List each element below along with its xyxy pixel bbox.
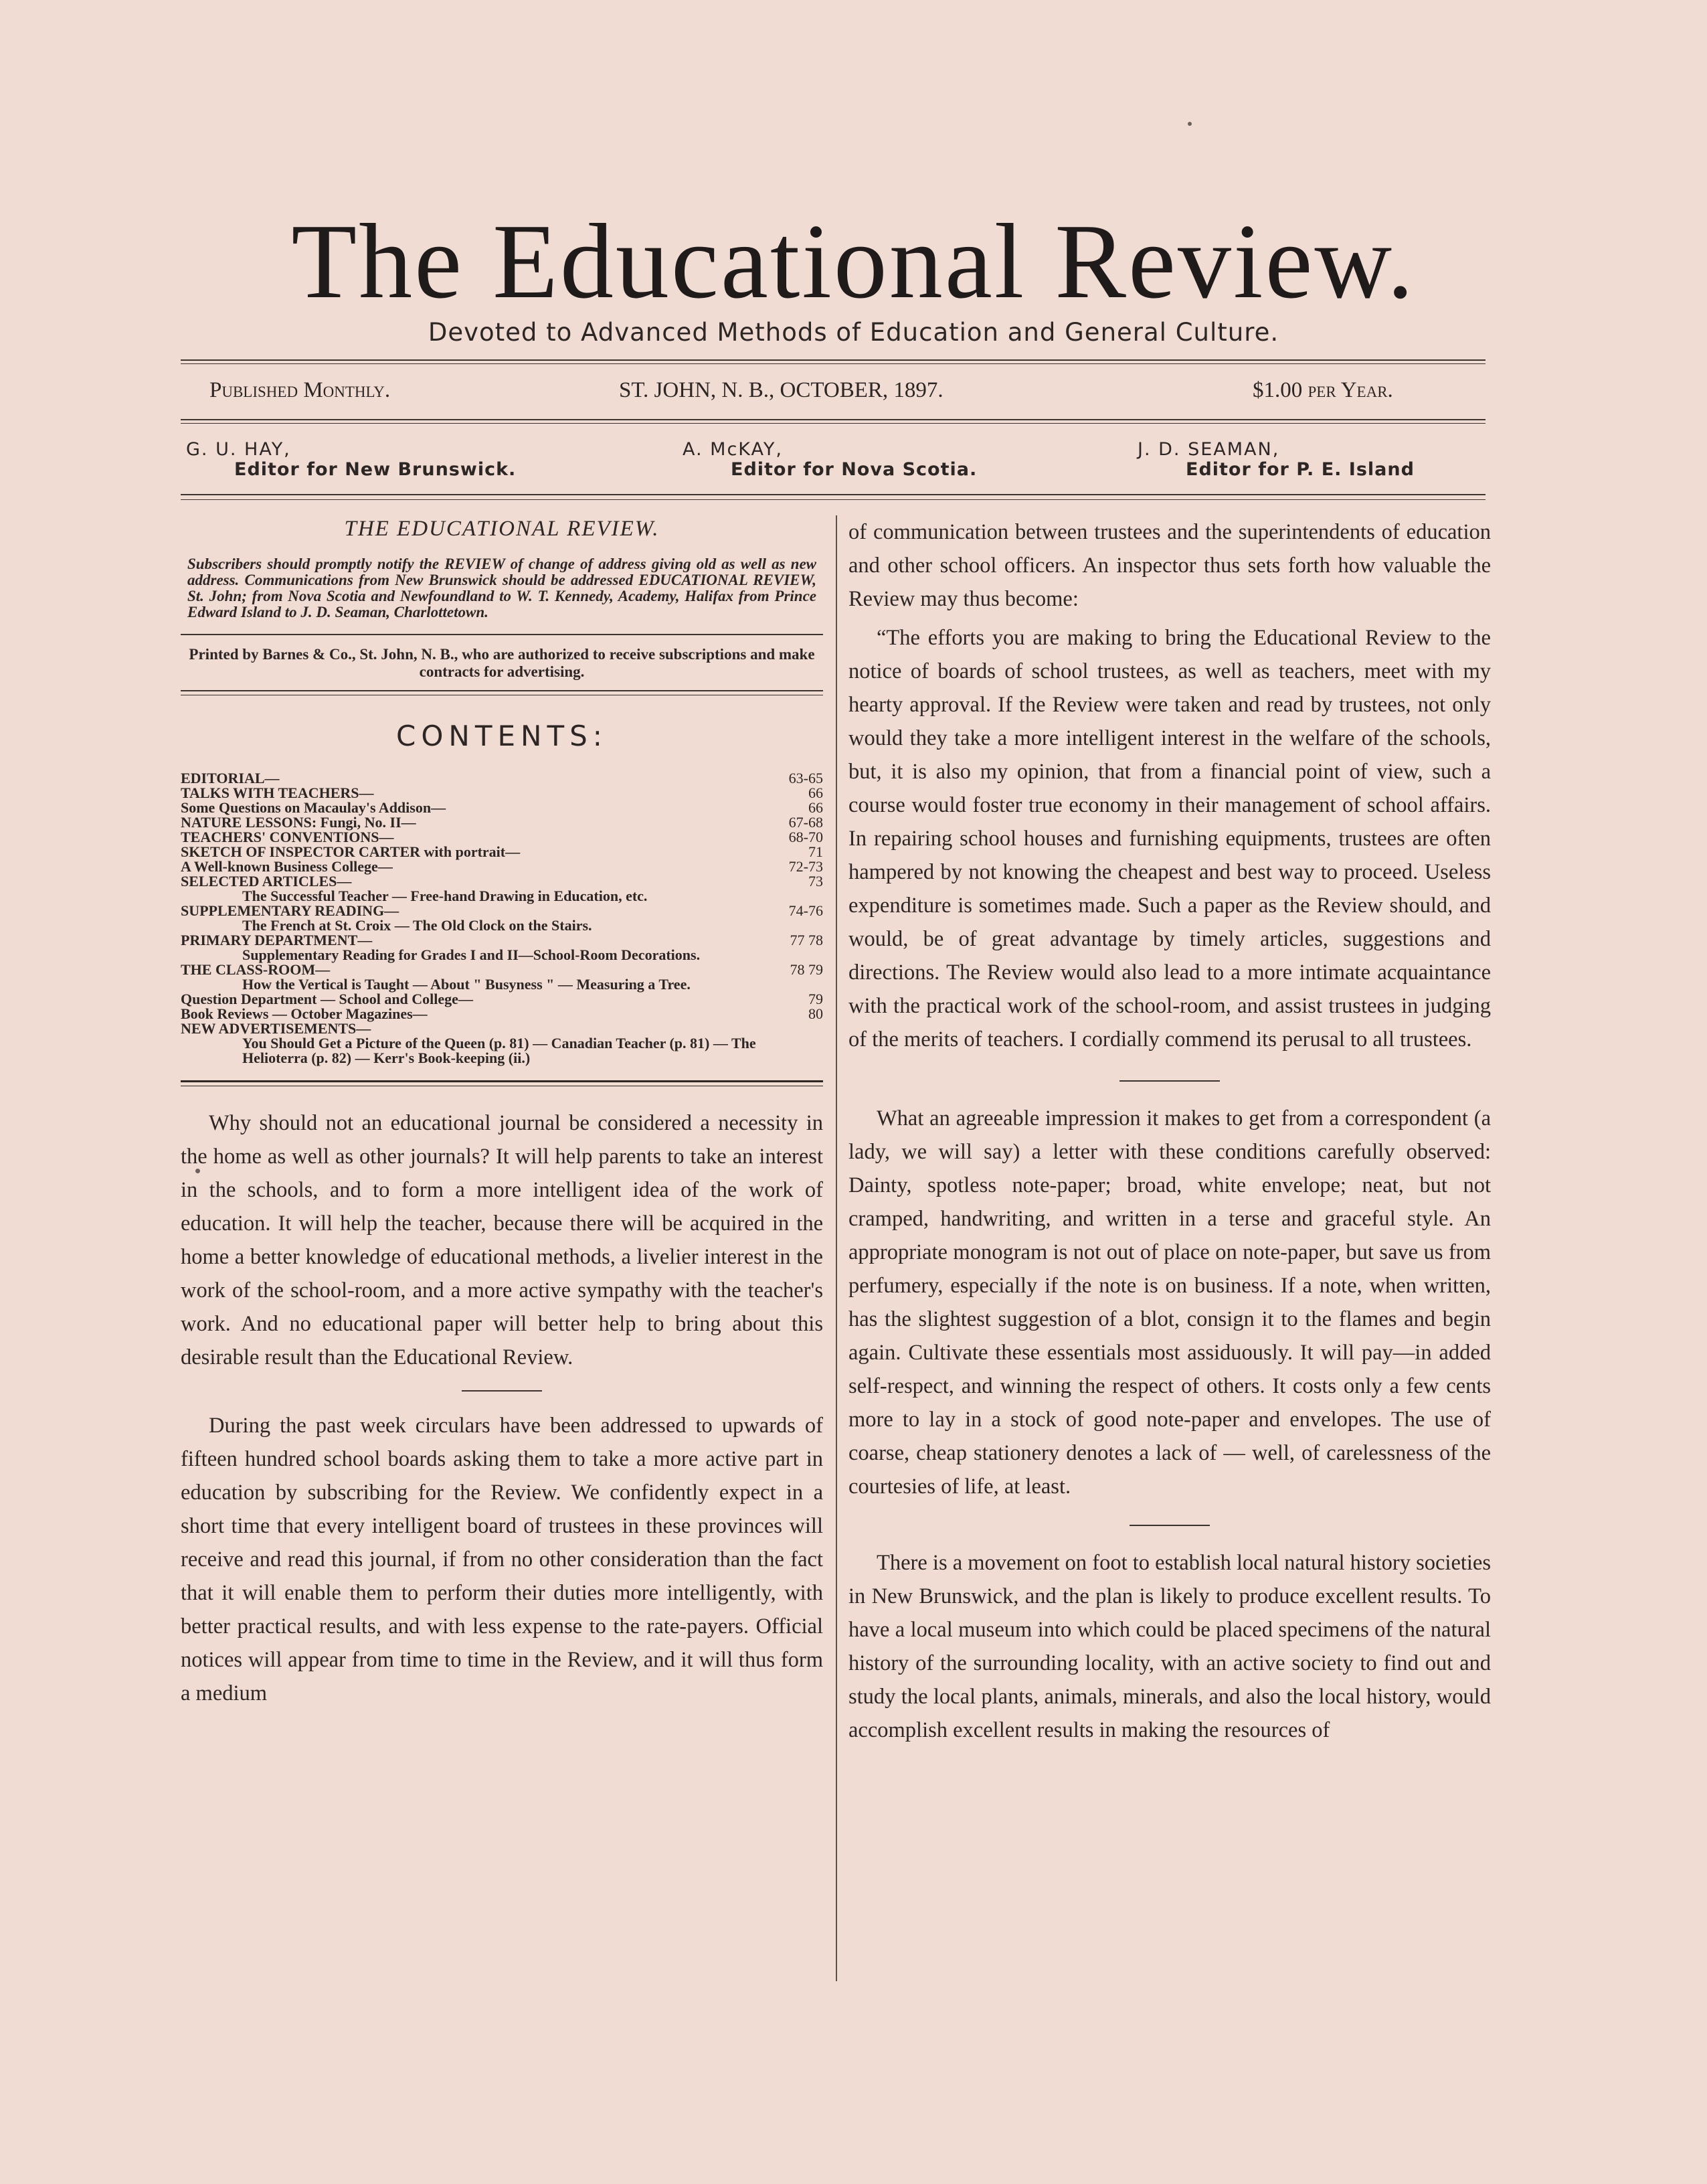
toc-entry bbox=[181, 874, 823, 889]
toc-entry-title: SUPPLEMENTARY READING— bbox=[181, 902, 399, 919]
toc-entry bbox=[181, 801, 823, 815]
place-and-date: ST. JOHN, N. B., OCTOBER, 1897. bbox=[619, 378, 944, 402]
toc-entry-title: Book Reviews — October Magazines— bbox=[181, 1005, 428, 1022]
notice-rule bbox=[181, 634, 823, 635]
masthead-subtitle: Devoted to Advanced Methods of Education and General Culture. bbox=[428, 318, 1279, 347]
toc-entry-page: 77 78 bbox=[790, 932, 823, 948]
toc-entry-page: 72-73 bbox=[788, 858, 823, 875]
subscription-price: $1.00 per Year. bbox=[1253, 378, 1393, 402]
toc-entry-page: 80 bbox=[808, 1005, 823, 1022]
article-journal-in-home: Why should not an educational journal be considered a necessity in the home as well as other journals? It will help parents to take an interest in the schools, and to form a more intelligent idea of the work of education. It will help the teacher, because there will be acquired in the home a better knowledge of educational methods, a livelier interest in the work of the school-room, and a more active sympathy with the teacher's work. And no educational paper will better help to bring about this desirable result than the Educational Review. bbox=[181, 1111, 823, 1369]
toc-entry-title: A Well-known Business College— bbox=[181, 858, 393, 875]
printed-rule bbox=[181, 690, 823, 691]
right-column bbox=[848, 515, 1491, 1747]
toc-entry bbox=[181, 815, 823, 830]
table-of-contents bbox=[181, 771, 823, 1066]
toc-entry bbox=[181, 845, 823, 859]
paper-speck bbox=[195, 1169, 200, 1173]
section-divider bbox=[1130, 1525, 1210, 1526]
toc-entry-title: NEW ADVERTISEMENTS— bbox=[181, 1020, 371, 1037]
masthead-rule-top bbox=[181, 359, 1486, 361]
editor-role: Editor for Nova Scotia. bbox=[731, 459, 978, 480]
toc-entry-page: 66 bbox=[808, 784, 823, 801]
toc-entry-title: PRIMARY DEPARTMENT— bbox=[181, 932, 373, 948]
section-divider bbox=[462, 1390, 542, 1392]
toc-entry bbox=[181, 948, 823, 962]
toc-entry-title: THE CLASS-ROOM— bbox=[181, 961, 331, 978]
toc-entry-page: 79 bbox=[808, 991, 823, 1007]
printed-by: Printed by Barnes & Co., St. John, N. B., who are authorized to receive subscriptions and make contracts for advertising. bbox=[189, 646, 815, 680]
contents-title: CONTENTS: bbox=[396, 720, 608, 752]
toc-entry-page: 73 bbox=[808, 873, 823, 890]
toc-entry bbox=[181, 1036, 823, 1066]
article-circulars-continued: of communication between trustees and the superintendents of education and other school officers. An inspector thus sets forth how valuable the Review may thus become: bbox=[848, 520, 1491, 611]
toc-entry-title: The French at St. Croix — The Old Clock on the Stairs. bbox=[242, 917, 592, 934]
toc-entry-page: 71 bbox=[808, 843, 823, 860]
toc-entry-title: TALKS WITH TEACHERS— bbox=[181, 784, 374, 801]
subscriber-notice: Subscribers should promptly notify the REVIEW of change of address giving old as well as new address. Communications from New Brunswick should be addressed EDUCATIONAL REVIEW, St. John; from Nova Scotia and Newfoundland to W. T. Kennedy, Academy, Halifax from Prince Edward Island to J. D. Seaman, Charlottetown. bbox=[187, 556, 816, 620]
toc-entry bbox=[181, 918, 823, 933]
toc-entry-title: Supplementary Reading for Grades I and II—School-Room Decorations. bbox=[242, 946, 701, 963]
pubrow-rule-bottom-second bbox=[181, 423, 1486, 424]
toc-entry-page: 68-70 bbox=[788, 829, 823, 845]
editor-role: Editor for P. E. Island bbox=[1186, 459, 1415, 480]
toc-entry-page: 67-68 bbox=[788, 814, 823, 831]
toc-entry bbox=[181, 1021, 823, 1036]
toc-entry-title: Some Questions on Macaulay's Addison— bbox=[181, 799, 446, 816]
toc-entry bbox=[181, 904, 823, 918]
toc-entry-page: 74-76 bbox=[788, 902, 823, 919]
section-divider bbox=[1119, 1080, 1220, 1082]
toc-entry bbox=[181, 933, 823, 948]
toc-entry-title: How the Vertical is Taught — About " Busyness " — Measuring a Tree. bbox=[242, 976, 691, 993]
paper-speck bbox=[1188, 122, 1192, 126]
article-circulars: During the past week circulars have been addressed to upwards of fifteen hundred school boards asking them to take a more active part in education by subscribing for the Review. We confidently expect in a short time that every intelligent board of trustees in these provinces will receive and read this journal, if from no other consideration than the fact that it will enable them to perform their duties more intelligently, with better practical results, and with less expense to the rate-payers. Official notices will appear from time to time in the Review, and it will thus form a medium bbox=[181, 1414, 823, 1705]
header-rule-bottom-second bbox=[181, 499, 1486, 500]
editor-name: J. D. SEAMAN, bbox=[1138, 439, 1280, 460]
editor-nova-scotia bbox=[683, 440, 977, 480]
toc-entry bbox=[181, 962, 823, 977]
toc-entry-page: 78 79 bbox=[790, 961, 823, 978]
toc-entry-title: TEACHERS' CONVENTIONS— bbox=[181, 829, 394, 845]
toc-entry bbox=[181, 786, 823, 801]
toc-entry bbox=[181, 977, 823, 992]
toc-entry-title: The Successful Teacher — Free-hand Drawing in Education, etc. bbox=[242, 888, 648, 904]
toc-entry bbox=[181, 830, 823, 845]
toc-entry bbox=[181, 992, 823, 1007]
inspector-quote: “The efforts you are making to bring the Educational Review to the notice of boards of school trustees, as well as teachers, meet with my hearty approval. If the Review were taken and read by trustees, not only would they take a more intelligent interest in the welfare of the schools, but, it is also my opinion, that from a financial point of view, such a course would foster true economy in their management of school affairs. In repairing school houses and furnishing equipments, trustees are often hampered by not knowing the cheapest and best way to proceed. Useless expenditure is sometimes made. Such a paper as the Review should, and would, be of great advantage by timely articles, suggestions and directions. The Review would also lead to a more intimate acquaintance with the practical work of the school-room, and assist trustees in judging of the merits of teachers. I cordially commend its perusal to all trustees. bbox=[848, 626, 1491, 1052]
toc-entry bbox=[181, 859, 823, 874]
toc-entry-page: 63-65 bbox=[788, 770, 823, 786]
toc-entry-title: NATURE LESSONS: Fungi, No. II— bbox=[181, 814, 416, 831]
toc-entry-page bbox=[776, 1021, 823, 1036]
toc-entry-title: You Should Get a Picture of the Queen (p. 81) — Canadian Teacher (p. 81) — The Helioterra (p. 82) — Kerr's Book-keeping (ii.) bbox=[242, 1035, 756, 1066]
toc-entry-title: EDITORIAL— bbox=[181, 770, 280, 786]
contents-rule bbox=[181, 1080, 823, 1082]
editor-name: G. U. HAY, bbox=[186, 439, 291, 460]
toc-entry bbox=[181, 889, 823, 904]
review-heading: THE EDUCATIONAL REVIEW. bbox=[344, 517, 660, 541]
toc-entry bbox=[181, 771, 823, 786]
toc-entry bbox=[181, 1007, 823, 1021]
publication-frequency: Published Monthly. bbox=[209, 378, 391, 402]
editor-pei bbox=[1138, 440, 1415, 480]
editor-new-brunswick bbox=[186, 440, 516, 480]
header-rule-bottom bbox=[181, 494, 1486, 495]
left-column bbox=[181, 517, 823, 1710]
editor-name: A. McKAY, bbox=[683, 439, 783, 460]
pubrow-rule-bottom bbox=[181, 419, 1486, 420]
article-natural-history: There is a movement on foot to establish local natural history societies in New Brunswick, and the plan is likely to produce excellent results. To have a local museum into which could be placed specimens of the natural history of the surrounding locality, with an active society to find out and study the local plants, animals, minerals, and also the local history, would accomplish excellent results in making the resources of bbox=[848, 1551, 1491, 1742]
toc-entry-title: SKETCH OF INSPECTOR CARTER with portrait— bbox=[181, 843, 521, 860]
article-letter-writing: What an agreeable impression it makes to get from a correspondent (a lady, we will say) a letter with these conditions carefully observed: Dainty, spotless note-paper; broad, white envelope; neat, but not cramped, handwriting, and written in a terse and graceful style. An appropriate monogram is not out of place on note-paper, but save us from perfumery, especially if the note is on business. If a note, when written, has the slightest suggestion of a blot, consign it to the flames and begin again. Cultivate these essentials most assiduously. It will pay—in added self-respect, and winning the respect of others. It costs only a few cents more to lay in a stock of good note-paper and envelopes. The use of coarse, cheap stationery denotes a lack of — well, of carelessness of the courtesies of life, at least. bbox=[848, 1106, 1491, 1499]
toc-entry-title: SELECTED ARTICLES— bbox=[181, 873, 352, 890]
editor-role: Editor for New Brunswick. bbox=[234, 459, 517, 480]
toc-entry-title: Question Department — School and College— bbox=[181, 991, 473, 1007]
column-divider bbox=[836, 515, 837, 1981]
masthead-rule-top-second bbox=[181, 363, 1486, 364]
masthead-title: The Educational Review. bbox=[291, 201, 1416, 321]
toc-entry-page: 66 bbox=[808, 799, 823, 816]
